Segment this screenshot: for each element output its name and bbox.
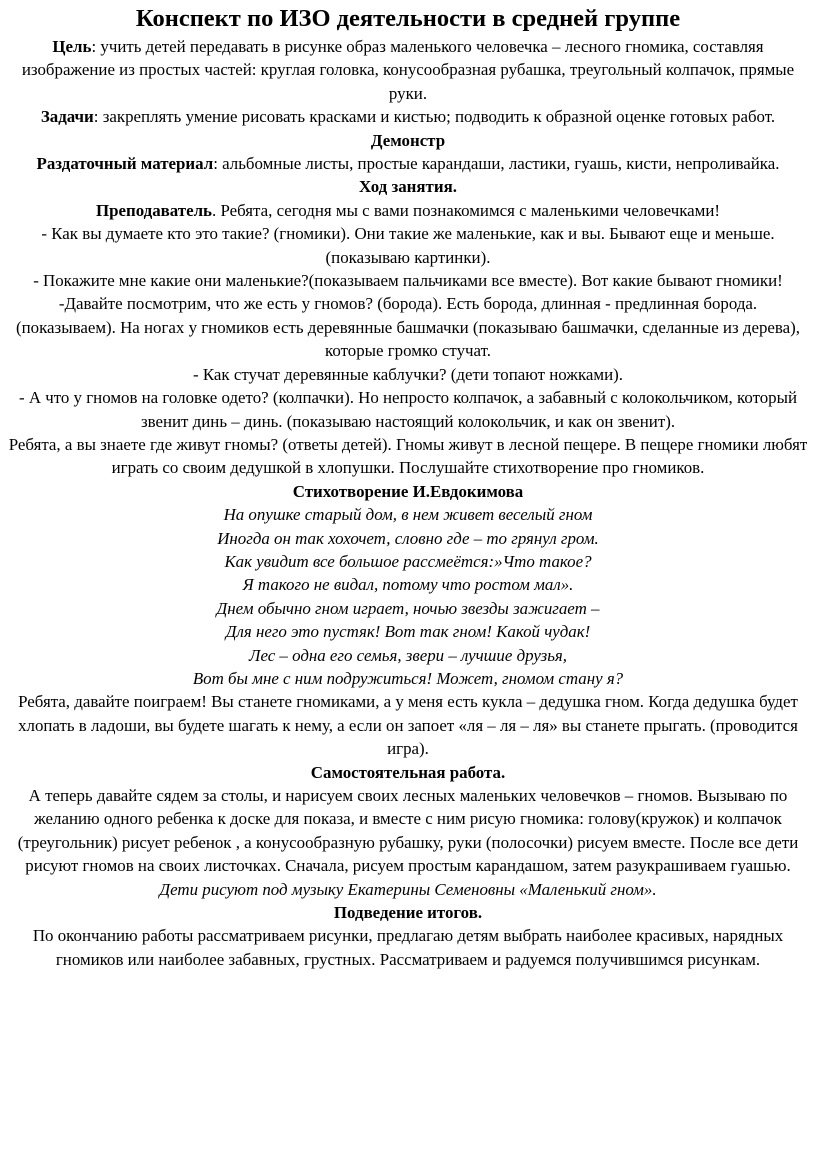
goal-paragraph: [8, 35, 808, 105]
poem: [8, 503, 808, 690]
page-title: Конспект по ИЗО деятельности в средней группе: [135, 5, 681, 32]
goal-label: Цель: [52, 37, 92, 56]
poem-line: Днем обычно гном играет, ночью звезды зажигает –: [216, 598, 600, 618]
dialogue-line: - Как вы думаете кто это такие? (гномики). Они такие же маленькие, как и вы. Бывают еще и меньше. (показываю картинки).: [41, 224, 775, 267]
lesson-heading: Ход занятия.: [359, 177, 457, 197]
poem-line: Я такого не видал, потому что ростом мал».: [242, 575, 574, 595]
tasks-text: : закреплять умение рисовать красками и кистью; подводить к образной оценке готовых работ.: [93, 107, 776, 127]
dialogue-line: - Как стучат деревянные каблучки? (дети топают ножками).: [193, 364, 623, 384]
summary-heading: Подведение итогов.: [333, 903, 483, 923]
handout-text: : альбомные листы, простые карандаши, ластики, гуашь, кисти, непроливайка.: [213, 154, 780, 174]
summary-paragraph: По окончанию работы рассматриваем рисунки, предлагаю детям выбрать наиболее красивых, нарядных гномиков или наиболее забавных, грустных. Рассматриваем и радуемся получившимся рисункам.: [32, 926, 784, 969]
handout-label: Раздаточный материал: [36, 154, 214, 174]
independent-paragraph: А теперь давайте сядем за столы, и нарисуем своих лесных маленьких человечков – гномов. Вызываю по желанию одного ребенка к доске для показа, и вместе с ним рисую гномика: голову(кружок) и колпачок (треугольник) рисует ребенок , а конусообразную рубашку, руки (полосочки) рисуем вместе. После все дети рисуют гномов на своих листочках. Сначала, рисуем простым карандашом, затем разукрашиваем гуашью.: [17, 786, 799, 876]
poem-line: Иногда он так хохочет, словно где – то грянул гром.: [217, 528, 599, 548]
independent-heading: Самостоятельная работа.: [310, 762, 506, 782]
goal-text: : учить детей передавать в рисунке образ маленького человечка – лесного гномика, составляя изображение из простых частей: круглая головка, конусообразная рубашка, треугольный колпачок, прямые руки.: [21, 37, 795, 103]
poem-line: На опушке старый дом, в нем живет веселый гном: [223, 505, 593, 525]
handout-paragraph: [8, 152, 808, 175]
dialogue-line: - А что у гномов на головке одето? (колпачки). Но непросто колпачок, а забавный с колокольчиком, который звенит динь – динь. (показываю настоящий колокольчик, и как он звенит).: [18, 388, 798, 431]
music-line: Дети рисуют под музыку Екатерины Семеновны «Маленький гном».: [159, 879, 657, 899]
teacher-text: . Ребята, сегодня мы с вами познакомимся с маленькими человечками!: [212, 200, 721, 220]
dialogue-line: -Давайте посмотрим, что же есть у гномов? (борода). Есть борода, длинная - предлинная борода. (показываем). На ногах у гномиков есть деревянные башмачки (показываю башмачки, сделанные из дерева), которые громко стучат.: [16, 294, 800, 361]
poem-heading: Стихотворение И.Евдокимова: [292, 481, 524, 501]
poem-line: Как увидит все большое рассмеётся:»Что такое?: [224, 551, 592, 571]
dialogue-line: Ребята, а вы знаете где живут гномы? (ответы детей). Гномы живут в лесной пещере. В пещере гномики любят играть со своим дедушкой в хлопушки. Послушайте стихотворение про гномиков.: [8, 434, 808, 478]
poem-line: Вот бы мне с ним подружиться! Может, гномом стану я?: [192, 668, 624, 688]
dialogue-line: - Покажите мне какие они маленькие?(показываем пальчиками все вместе). Вот какие бывают гномики!: [33, 271, 783, 291]
tasks-label: Задачи: [40, 107, 94, 127]
poem-line: Лес – одна его семья, звери – лучшие друзья,: [249, 645, 567, 665]
teacher-label: Преподаватель: [95, 200, 212, 220]
tasks-paragraph: [8, 105, 808, 128]
poem-line: Для него это пустяк! Вот так гном! Какой чудак!: [225, 622, 591, 642]
demo-heading: Демонстр: [370, 130, 446, 150]
game-paragraph: Ребята, давайте поиграем! Вы станете гномиками, а у меня есть кукла – дедушка гном. Когда дедушка будет хлопать в ладоши, вы будете шагать к нему, а если он запоет «ля – ля – ля» вы станете прыгать. (проводится игра).: [18, 692, 798, 759]
teacher-paragraph: [8, 199, 808, 222]
